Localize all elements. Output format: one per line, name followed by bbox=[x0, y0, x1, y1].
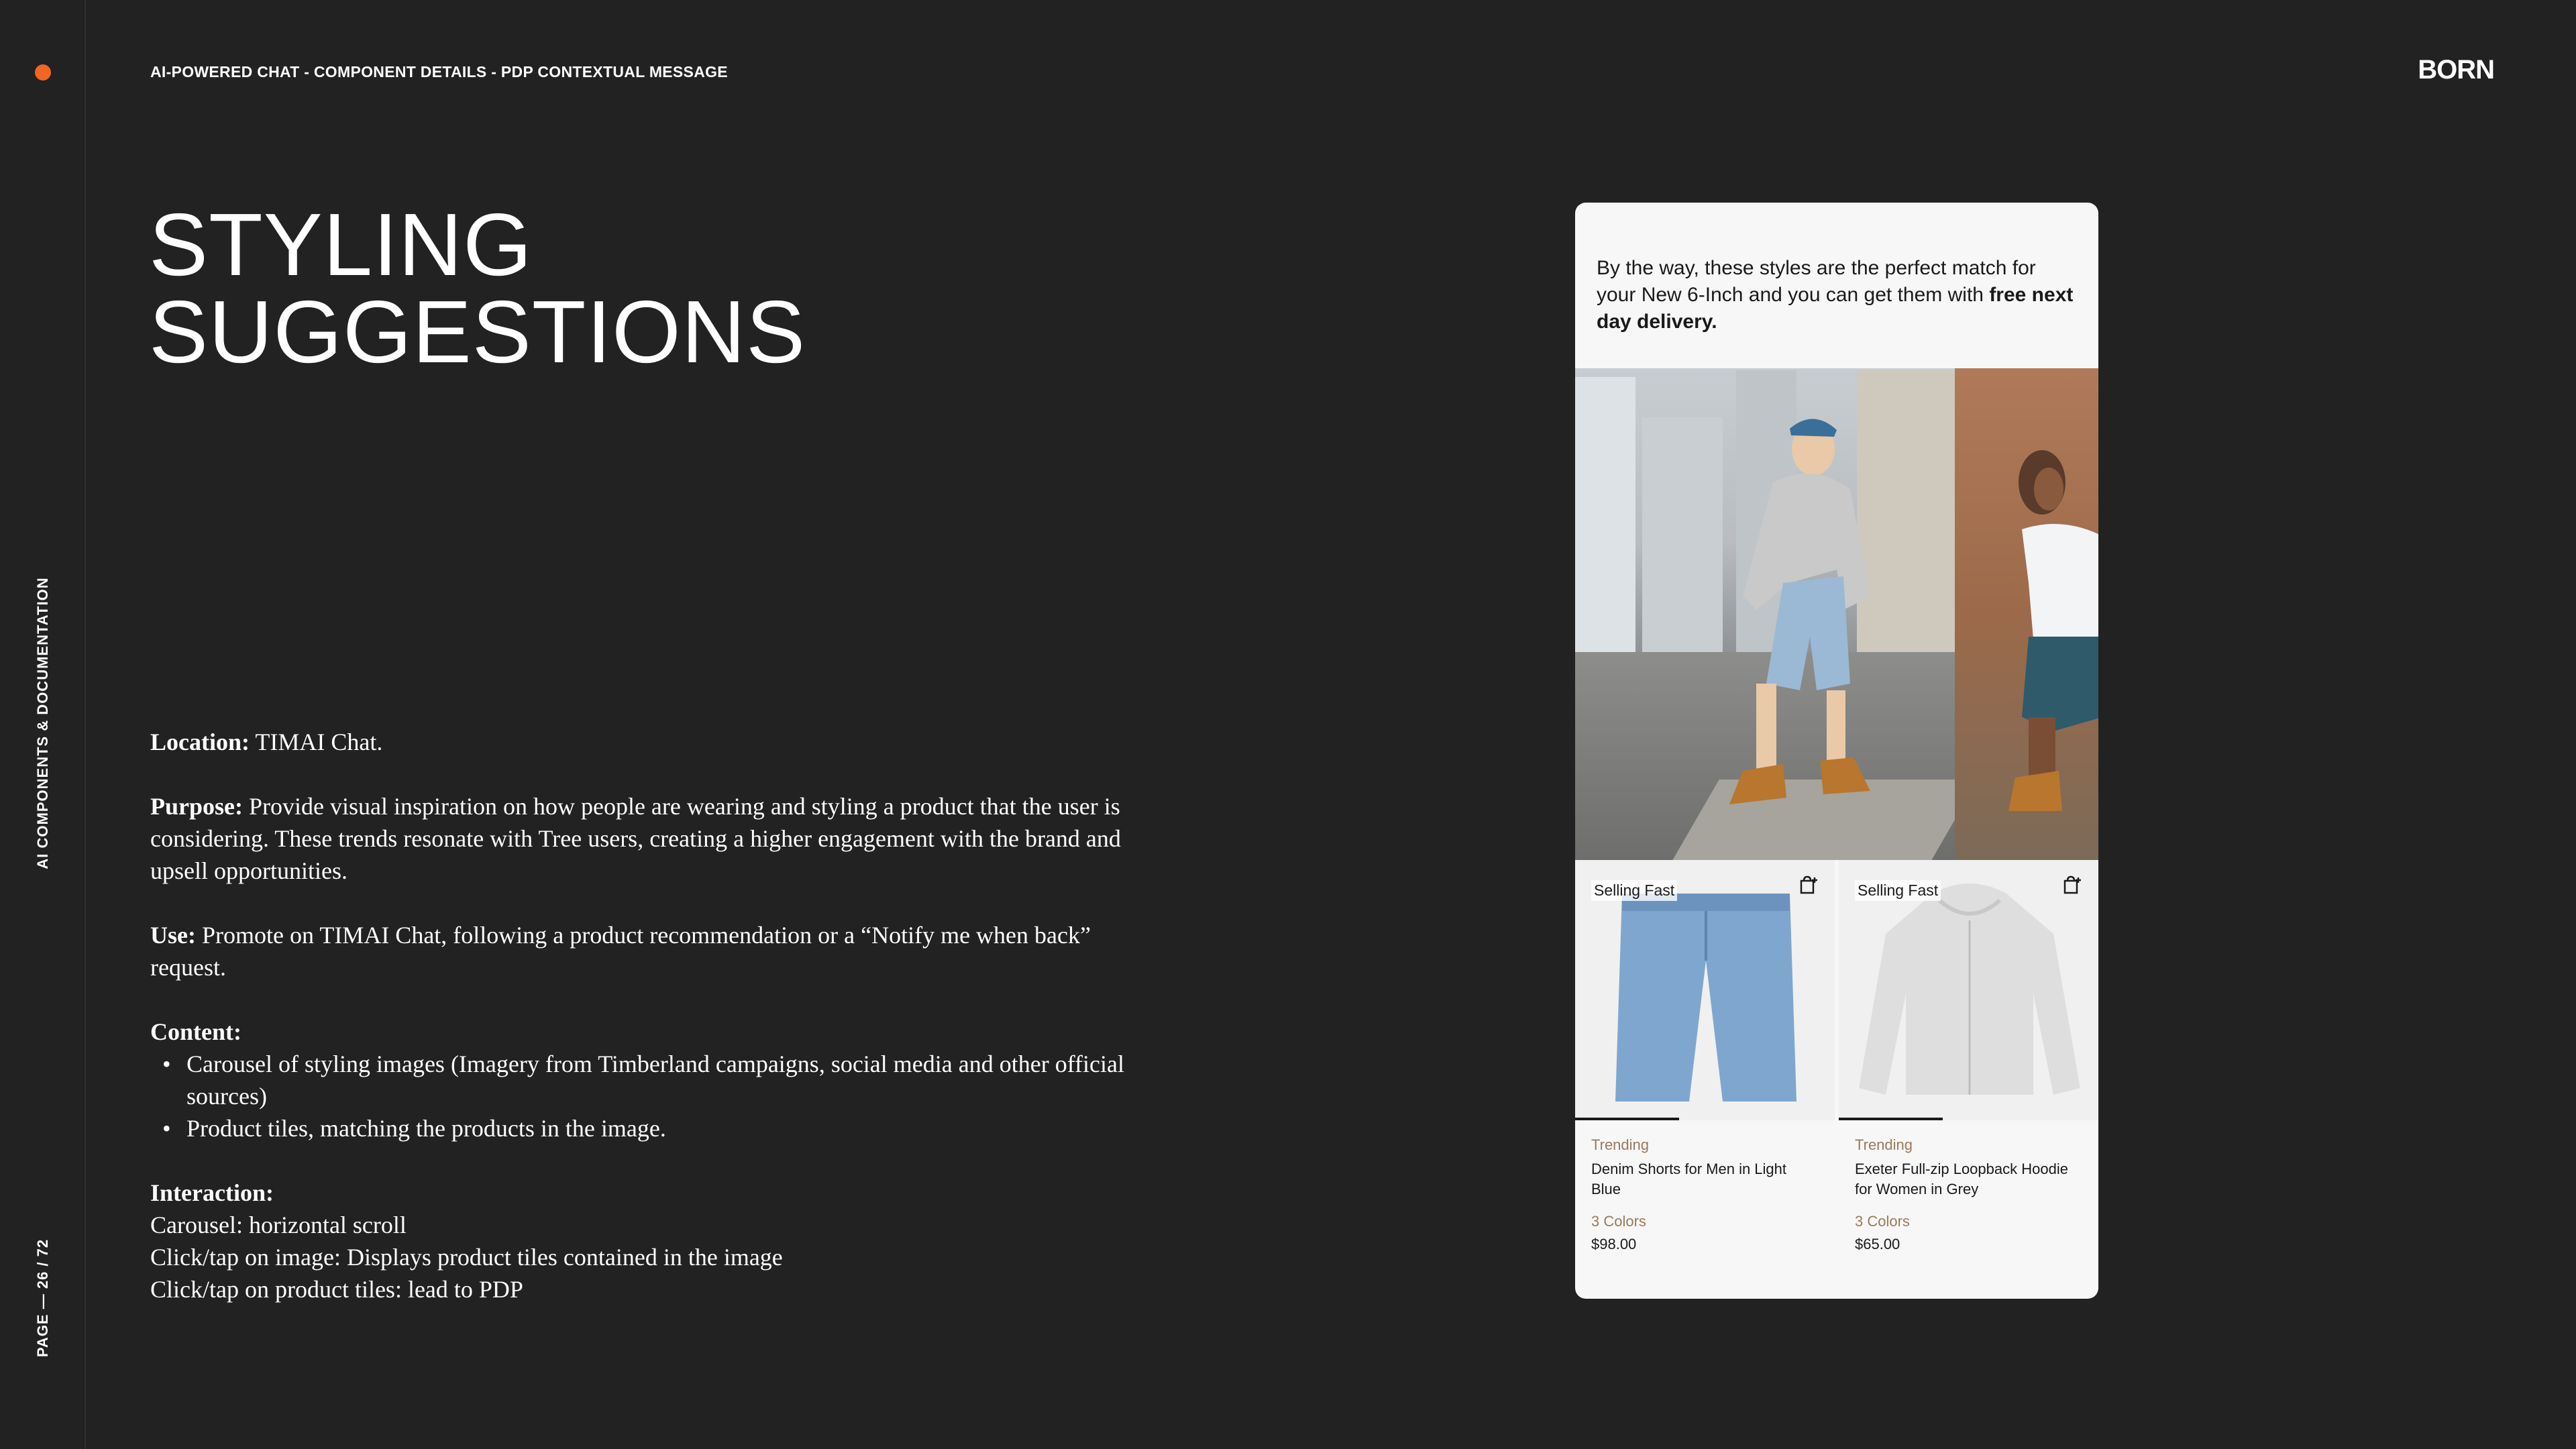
chat-message-highlight: free next day delivery. bbox=[1597, 284, 2074, 333]
styling-carousel[interactable] bbox=[1575, 368, 2098, 860]
page-title bbox=[149, 195, 806, 381]
model-figure bbox=[1676, 395, 1904, 824]
content-label: Content: bbox=[150, 1018, 241, 1045]
page-title-line-1: STYLING bbox=[149, 195, 533, 294]
use-label: Use: bbox=[150, 922, 196, 949]
product-name[interactable]: Denim Shorts for Men in Light Blue bbox=[1591, 1161, 1787, 1197]
purpose-label: Purpose: bbox=[150, 793, 243, 820]
content-item: • Product tiles, matching the products in the image. bbox=[150, 1112, 1130, 1144]
styling-image[interactable] bbox=[1955, 368, 2098, 860]
trending-tag: Trending bbox=[1855, 1136, 1913, 1153]
product-tile[interactable] bbox=[1839, 860, 2098, 1299]
interaction-line: Click/tap on product tiles: lead to PDP bbox=[150, 1276, 523, 1303]
interaction-section bbox=[150, 1177, 1130, 1305]
location-paragraph bbox=[150, 726, 1130, 758]
purpose-paragraph bbox=[150, 790, 1130, 887]
page-title-line-2: SUGGESTIONS bbox=[149, 282, 806, 381]
content-section bbox=[150, 1016, 1130, 1144]
description bbox=[150, 726, 1130, 1305]
product-name[interactable]: Exeter Full-zip Loopback Hoodie for Women in Grey bbox=[1855, 1161, 2068, 1197]
chat-message-text bbox=[1597, 255, 2080, 335]
header-title: AI-POWERED CHAT - COMPONENT DETAILS - PDP CONTEXTUAL MESSAGE bbox=[150, 63, 728, 80]
accent-dot bbox=[35, 64, 51, 80]
carousel-progress-bar bbox=[1575, 1118, 1679, 1120]
location-label: Location: bbox=[150, 729, 250, 755]
product-colors: 3 Colors bbox=[1591, 1213, 1646, 1230]
trending-tag: Trending bbox=[1591, 1136, 1650, 1153]
cart-icon[interactable] bbox=[1797, 875, 1819, 896]
model-figure bbox=[1995, 435, 2098, 838]
carousel-progress-bar bbox=[1839, 1118, 1943, 1120]
use-paragraph bbox=[150, 919, 1130, 983]
styling-image[interactable] bbox=[1575, 368, 1955, 860]
product-colors: 3 Colors bbox=[1855, 1213, 1910, 1230]
content-item: • Carousel of styling images (Imagery from Timberland campaigns, social media and other official sources) bbox=[150, 1048, 1130, 1112]
purpose-text: Provide visual inspiration on how people are wearing and styling a product that the user is considering. These trends resonate with Tree users, creating a higher engagement with the brand and upsell opportunities. bbox=[150, 793, 1121, 884]
content-list bbox=[150, 1048, 1130, 1144]
cart-icon[interactable] bbox=[2061, 875, 2082, 896]
interaction-label: Interaction: bbox=[150, 1179, 274, 1206]
selling-fast-badge: Selling Fast bbox=[1591, 880, 1677, 901]
interaction-line: Carousel: horizontal scroll bbox=[150, 1212, 407, 1238]
product-price: $65.00 bbox=[1855, 1236, 1900, 1252]
brand-logo: BORN bbox=[2418, 55, 2494, 85]
location-text: TIMAI Chat. bbox=[250, 729, 383, 755]
selling-fast-badge: Selling Fast bbox=[1855, 880, 1941, 901]
product-tile[interactable] bbox=[1575, 860, 1835, 1299]
chat-message-card bbox=[1575, 203, 2098, 1299]
product-price: $98.00 bbox=[1591, 1236, 1637, 1252]
chat-message-body: By the way, these styles are the perfect match for your New 6-Inch and you can get them with bbox=[1597, 257, 2036, 306]
use-text: Promote on TIMAI Chat, following a product recommendation or a “Notify me when back” request. bbox=[150, 922, 1091, 981]
interaction-line: Click/tap on image: Displays product tiles contained in the image bbox=[150, 1244, 783, 1271]
left-rail bbox=[0, 0, 86, 1449]
section-label: AI COMPONENTS & DOCUMENTATION bbox=[34, 577, 51, 869]
product-tiles bbox=[1575, 860, 2098, 1299]
page-number: PAGE — 26 / 72 bbox=[34, 1238, 51, 1358]
